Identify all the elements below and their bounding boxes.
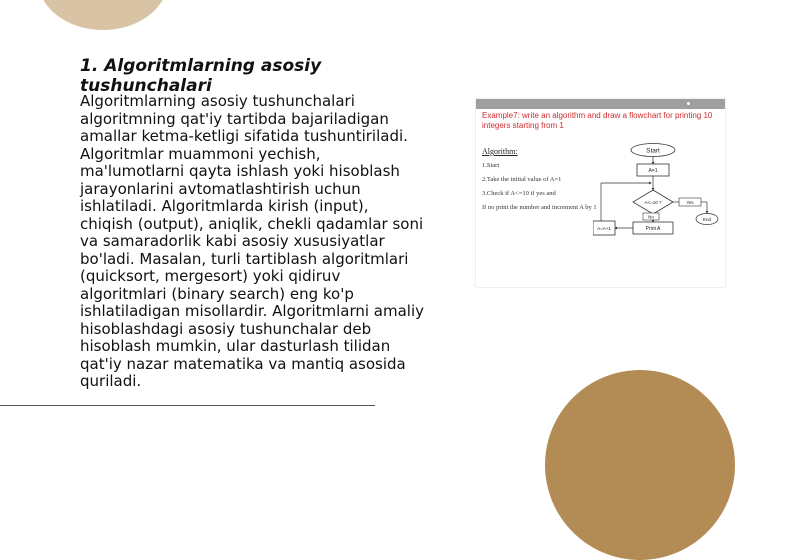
decor-circle-top xyxy=(38,0,168,30)
algorithm-step: 2.Take the initial value of A=1 xyxy=(482,176,562,183)
flowchart-no-label: No xyxy=(648,214,654,220)
algorithm-step: If no print the number and increment A by 1 xyxy=(482,204,597,211)
flowchart-example-image xyxy=(476,99,725,287)
example-title: Example7: write an algorithm and draw a flowchart for printing 10 integers starting from 1 xyxy=(482,111,713,130)
flowchart-init-label: A=1 xyxy=(648,168,658,174)
flowchart-print-label: Print A xyxy=(645,226,661,232)
divider-line xyxy=(0,405,375,406)
slide-title: 1. Algoritmlarning asosiy tushunchalari xyxy=(80,56,322,96)
image-header-dot xyxy=(687,102,690,105)
decor-circle-bottom xyxy=(545,370,735,560)
flowchart-yes-label: Yes xyxy=(686,200,694,205)
flowchart-start-label: Start xyxy=(646,147,660,155)
flowchart-increment-label: A=A+1 xyxy=(597,226,611,231)
flowchart-diagram xyxy=(593,139,723,259)
algorithm-heading: Algorithm: xyxy=(482,147,518,156)
slide-body-text: Algoritmlarning asosiy tushunchalari algoritmning qat'iy tartibda bajariladigan amallar ketma-ketligi sifatida tushuntiriladi. Algoritmlar muammoni yechish, ma'lumotlarni qayta ishlash yoki hisoblash jarayonlarini avtomatlashtirish uchun ishlatiladi. Algoritmlarda kirish (input), chiqish (output), aniqlik, chekli qadamlar soni va samaradorlik kabi asosiy xususiyatlar bo'ladi. Masalan, turli tartiblash algoritmlari (quicksort, mergesort) yoki qidiruv algoritmlari (binary search) eng ko'p ishlatiladigan misollardir. Algoritmlarni amaliy hisoblashdagi asosiy tushunchalar deb hisoblash mumkin, ular dasturlash tilidan qat'iy nazar matematika va mantiq asosida quriladi. xyxy=(80,92,425,390)
algorithm-step: 3.Check if A<=10 if yes and xyxy=(482,190,556,197)
flowchart-condition-label: A<=10 ? xyxy=(644,200,662,205)
flowchart-end-label: End xyxy=(702,217,712,222)
algorithm-step: 1.Start xyxy=(482,162,500,169)
